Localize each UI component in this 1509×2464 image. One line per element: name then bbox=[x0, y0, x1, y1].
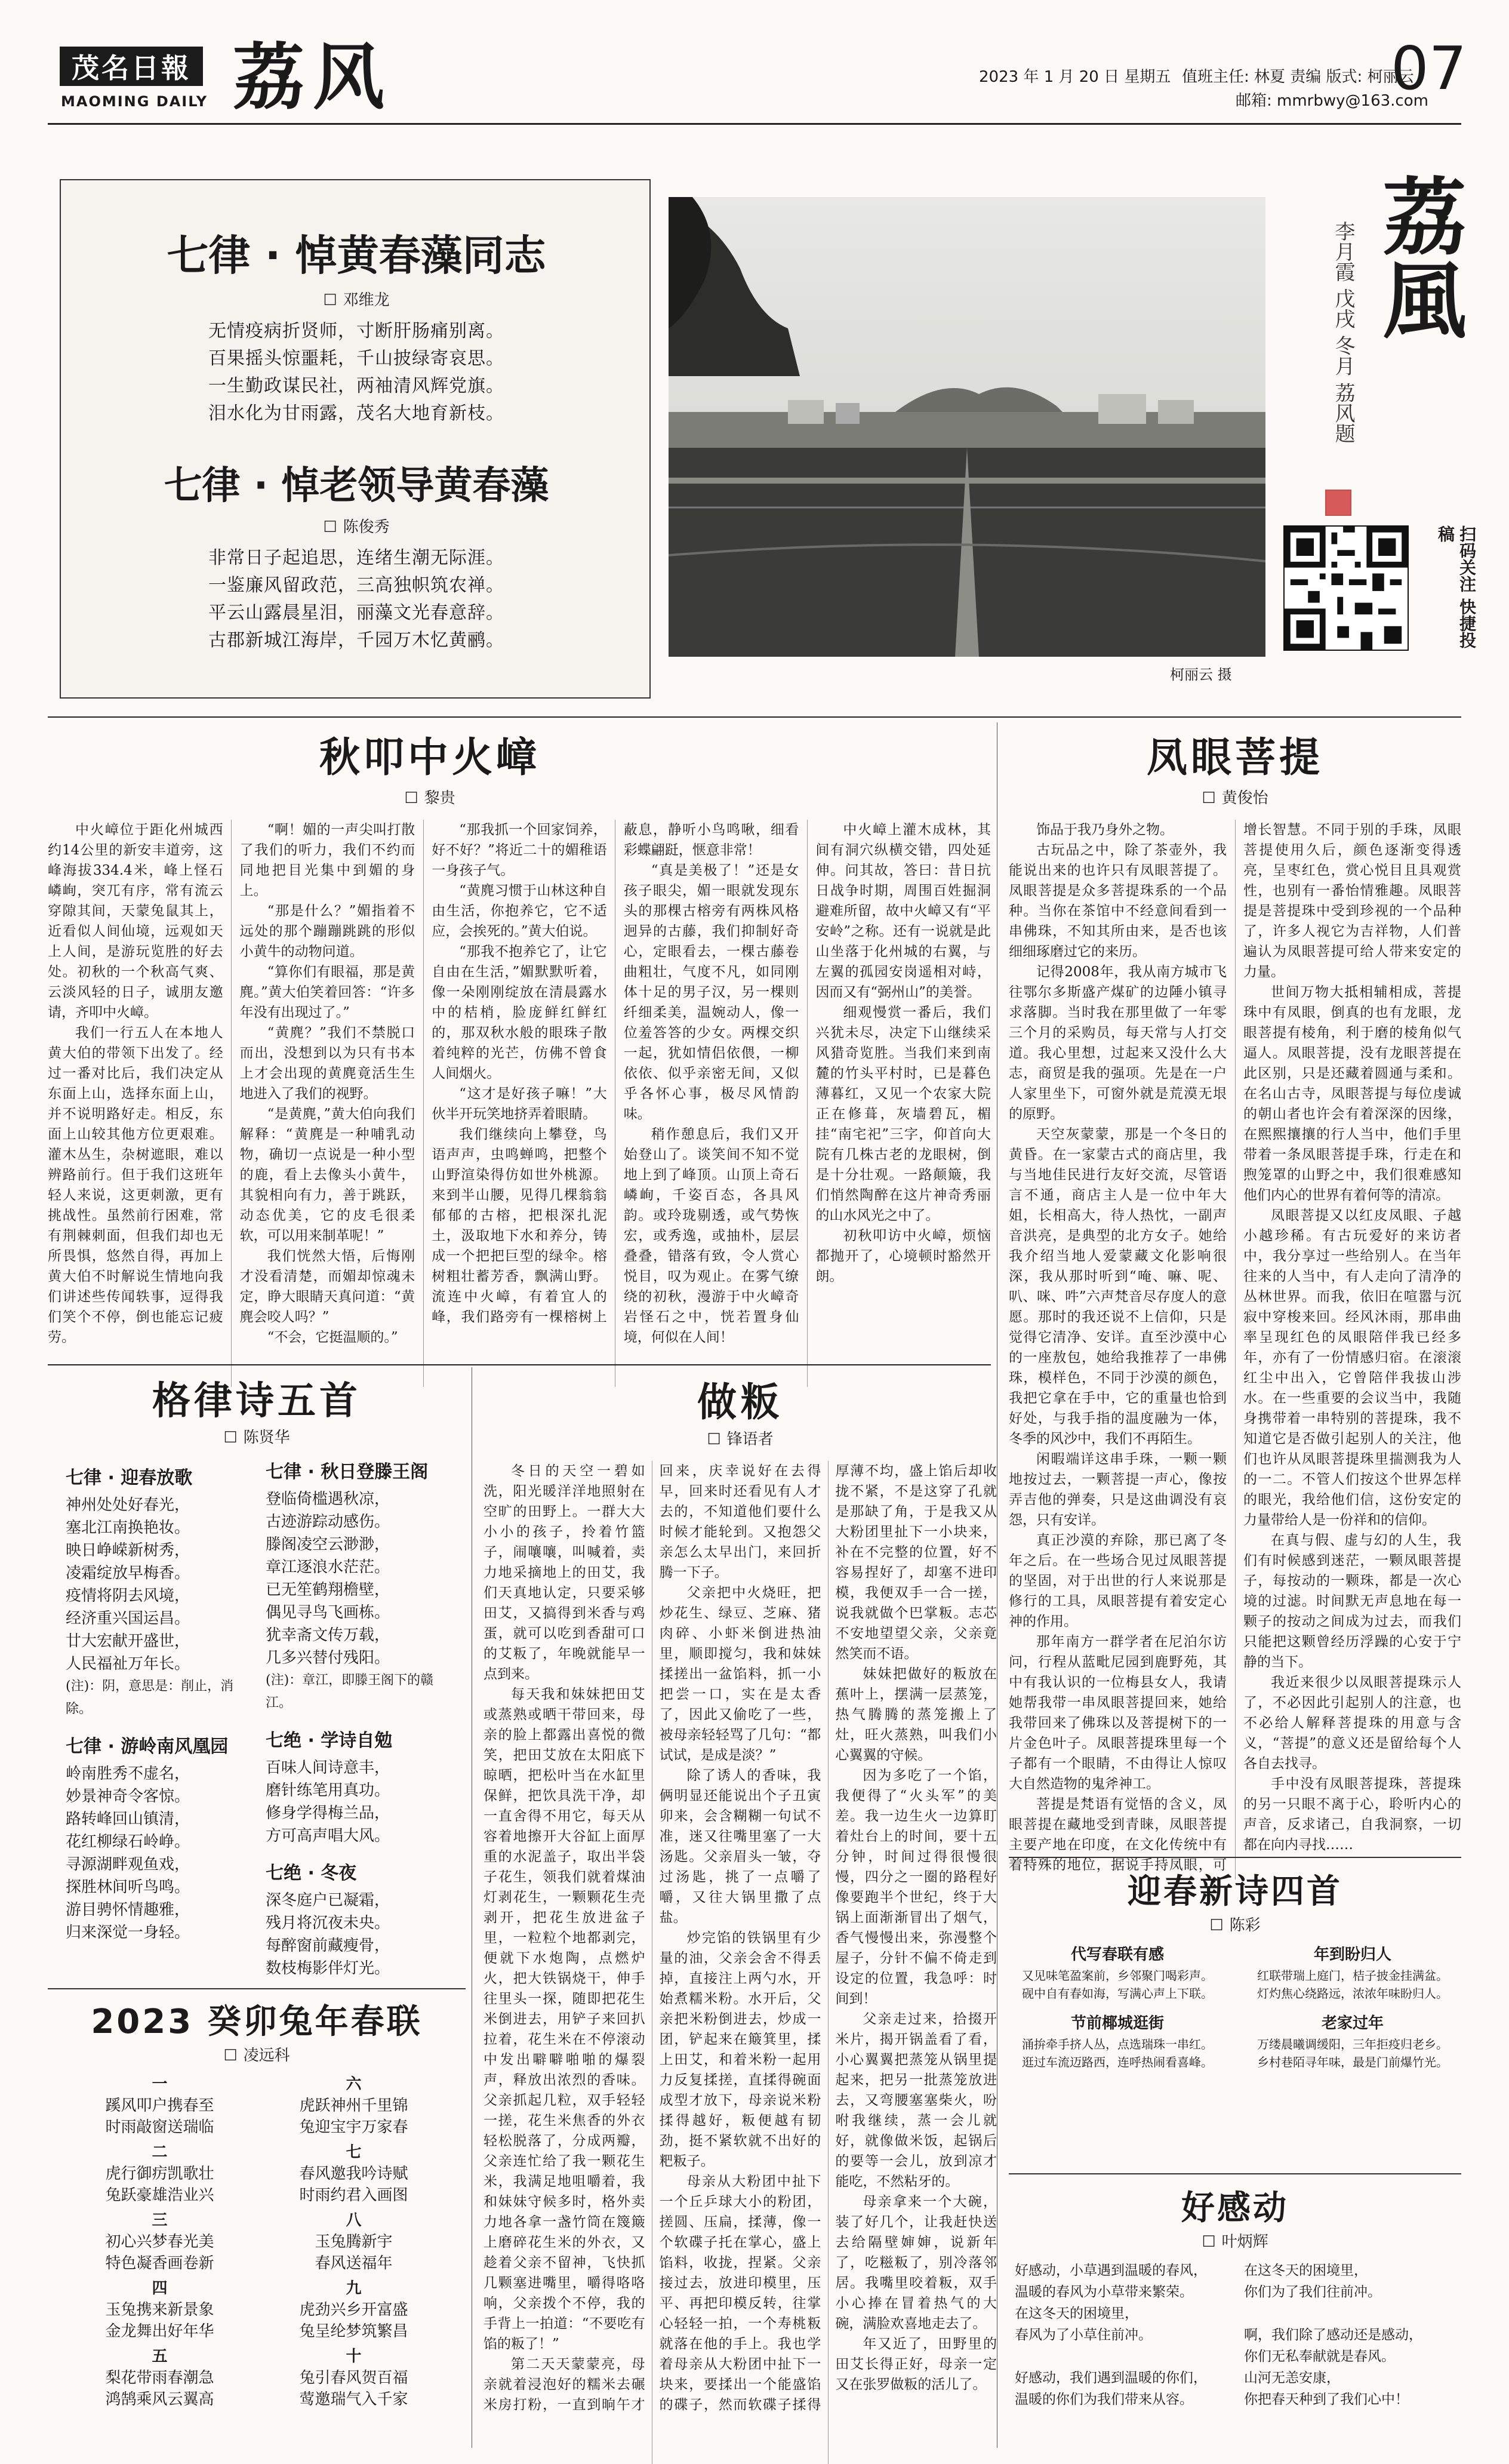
paragraph: 闲暇端详这串手珠，一颗一颗地按过去，一颗菩提一声心，像按弄吉他的弹奏，只是这曲调没有哀怨，只有安详。 bbox=[1009, 1451, 1227, 1528]
poem-line: 修身学得梅兰品， bbox=[266, 1804, 390, 1822]
page-number: 07 bbox=[1391, 33, 1467, 103]
poem-line: 每醉窗前藏瘦骨， bbox=[266, 1937, 390, 1955]
couplet-line: 春风邀我吟诗赋 bbox=[299, 2165, 408, 2183]
calligraphy-inscription: 李月霞 戊戌 冬月 荔风题 bbox=[1331, 221, 1355, 444]
poem-line: 红联带瑞上庭门，桔子披金挂满盆。 bbox=[1257, 1968, 1448, 1983]
poem2-title: 七律 · 悼老领导黄春藻 bbox=[164, 464, 549, 508]
couplet-number: 九 bbox=[346, 2280, 362, 2297]
poem-line: 春风为了小草住前冲。 bbox=[1015, 2327, 1152, 2343]
poem-body bbox=[1009, 2260, 1461, 2410]
article-title: 做粄 bbox=[697, 1379, 783, 1425]
paragraph: 每天我和妹妹把田艾或蒸熟或晒干带回来，母亲的脸上都露出喜悦的微笑，把田艾放在太阳底下晾晒，把松叶当在水缸里保鲜，把饮具洗干净，却一直舍得不用它，每天从容着地擦开大谷缸上面厚重的水泥盖子，取出半袋子花生，领我们就着煤油灯剥花生，一颗颗花生壳剥开，把花生放进盆子里，一粒粒个地都剥完，便就下水炮陶，点燃炉火，把大铁锅烧干，伸手往里头一探，随即把花生米倒进去，用铲子来回扒拉着，花生米在不停滚动中发出噼噼啪啪的爆裂声，释放出浓烈的香味。父亲抓起几粒，双手轻轻一搓，花生米焦香的外衣轻松脱落了，分成两瓣，父亲连忙给了我一颗花生米，我满足地咀嚼着，我和妹妹守候多时，格外卖力地各拿一盏竹筒在篾簸上磨碎花生米的外衣，又趁着父亲不留神，飞快抓几颗塞进嘴里，嚼得咯咯响，父亲拨个不停，我的手背上一拍道：“不要吃有馅的粄了！” bbox=[484, 1687, 645, 2352]
paragraph: 因为多吃了一个馅，我便得了“火头军”的美差。我一边生火一边算盯着灶台上的时间，要十五分钟，时间过得很慢很慢，四分之一圈的路程好像要跑半个世纪，终于大锅上面渐渐冒出了烟气，香气慢慢出来，弥漫整个屋子，分针不偏不倚走到设定的位置，我急呼：时间到！ bbox=[835, 1768, 997, 2007]
couplet-line: 蹊风叩户携春至 bbox=[105, 2097, 214, 2115]
couplet bbox=[72, 2278, 248, 2342]
couplet bbox=[266, 2346, 442, 2410]
poem-line: 数枝梅影伴灯光。 bbox=[266, 1959, 390, 1977]
couplet-line: 兔引春风贺百福 bbox=[299, 2369, 408, 2387]
couplet-number: 六 bbox=[346, 2075, 362, 2093]
article-author: ☐ 黄俊怡 bbox=[1202, 789, 1268, 807]
poem-line bbox=[1015, 2346, 1226, 2367]
poem-line: 你把春天种到了我们心中！ bbox=[1244, 2392, 1409, 2407]
poem-line: 平云山露晨星泪，丽藻文光春意辞。 bbox=[208, 602, 504, 623]
poem-line: (注)：章江，即滕王阁下的赣江。 bbox=[266, 1673, 434, 1711]
poem-line: 疫情将阴去风境， bbox=[66, 1587, 190, 1605]
poem-column bbox=[1244, 2260, 1455, 2410]
poem-line: 归来深觉一身轻。 bbox=[66, 1924, 190, 1942]
poem-title: 节前椰城逛街 bbox=[1070, 2014, 1164, 2032]
couplet bbox=[72, 2210, 248, 2274]
article-body bbox=[484, 1461, 997, 2464]
poem-title: 七律 · 秋日登滕王阁 bbox=[266, 1462, 429, 1482]
poem bbox=[1244, 1942, 1461, 2002]
poem-line: 方可高声唱大风。 bbox=[266, 1827, 390, 1845]
poems-body bbox=[48, 1457, 466, 1982]
poem-title: 年到盼归人 bbox=[1313, 1946, 1391, 1964]
article-title: 2023 癸卯兔年春联 bbox=[91, 2002, 423, 2041]
paragraph: 稍作憩息后，我们又开始登山了。谈笑间不知不觉地上到了峰顶。山顶上奇石嶙峋，千姿百态，各具风韵。或玲珑剔透，或气势恢宏，或秀逸，或抽朴，层层叠叠，错落有致，令人赏心悦目，叹为观止。在雾气缭绕的初秋，漫游于中火嶂奇岩怪石之中，恍若置身仙境，何似在人间！ bbox=[623, 1127, 799, 1345]
paragraph: “黄麂？”我们不禁脱口而出，没想到以为只有书本上才会出现的黄麂竟活生生地进入了我们的视野。 bbox=[239, 1025, 415, 1102]
article-author: ☐ 凌远科 bbox=[223, 2047, 290, 2065]
couplets-body bbox=[48, 2074, 466, 2414]
paragraph: “算你们有眼福，那是黄麂。”黄大伯笑着回答：“许多年没有出现过了。” bbox=[239, 964, 415, 1020]
poem-line: 偶见寻鸟飞画栋。 bbox=[266, 1604, 390, 1622]
poem-line: 经济重兴国运昌。 bbox=[66, 1610, 190, 1628]
poem-line: 好感动，我们遇到温暖的你们， bbox=[1015, 2370, 1207, 2386]
poem-line: (注)：阴，意思是：削止，消除。 bbox=[66, 1679, 234, 1717]
poem-line: 灯灼焦心绕路远，浓浓年味盼归人。 bbox=[1257, 1986, 1448, 2001]
article-author: ☐ 陈彩 bbox=[1209, 1917, 1261, 1934]
couplet-line: 特色凝香画卷新 bbox=[105, 2254, 214, 2272]
couplet bbox=[266, 2278, 442, 2342]
couplet-line: 兔呈纶梦筑繁昌 bbox=[299, 2323, 408, 2340]
poem-line: 登临倚槛遇秋凉， bbox=[266, 1490, 390, 1508]
paragraph: “那我抓一个回家饲养，好不好？”将近二十的媚稚语一身孩子气。 bbox=[432, 822, 607, 878]
couplet-line: 春风送福年 bbox=[315, 2254, 393, 2272]
paragraph: 父亲把中火烧旺，把炒花生、绿豆、芝麻、猪肉碎、小虾米倒进热油里，顺即搅匀，我和妹妹揉搓出一盆馅料，抓一小把尝一口，实在是太香了，因此又偷吃了一些，被母亲轻轻骂了几句：“都试试，是成是淡？” bbox=[659, 1585, 821, 1763]
poem-line: 塞北江南换艳妆。 bbox=[66, 1519, 190, 1537]
couplet-number: 八 bbox=[346, 2211, 362, 2229]
issue-date: 2023 年 1 月 20 日 星期五 bbox=[979, 68, 1171, 86]
couplet bbox=[266, 2210, 442, 2274]
poem-line: 几多兴替付残阳。 bbox=[266, 1649, 390, 1667]
poem bbox=[1244, 2011, 1461, 2071]
paragraph: 除了诱人的香味，我俩明显还能说出个子丑寅卯来，会含糊糊一句试不准，迷又往嘴里塞了一大汤匙。父亲眉头一皱，夺过汤匙，挑了一点嚼了嚼，又往大锅里撒了点盐。 bbox=[659, 1768, 821, 1925]
poem-line: 乡村巷陌寻年味，最是门前爆竹光。 bbox=[1257, 2055, 1448, 2069]
poem-line: 映日峥嵘新树秀， bbox=[66, 1542, 190, 1559]
landscape-photo bbox=[669, 197, 1265, 657]
poem-column bbox=[1015, 2260, 1226, 2410]
poem-line: 温暖的你们为我们带来从容。 bbox=[1015, 2392, 1193, 2407]
poem-line: 一鉴廉风留政范，三高独帜筑农禅。 bbox=[208, 575, 504, 596]
article-zuoban bbox=[484, 1370, 997, 2451]
couplet-line: 虎劲兴乡开富盛 bbox=[299, 2301, 408, 2319]
couplet-line: 莺邀瑞气入千家 bbox=[299, 2391, 408, 2408]
poem-title: 七绝 · 冬夜 bbox=[266, 1863, 357, 1884]
poem bbox=[66, 1731, 248, 1944]
poem-line: 岭南胜秀不虚名， bbox=[66, 1765, 190, 1783]
poem-line: 神州处处好春光， bbox=[66, 1496, 190, 1514]
paragraph: “啊！媚的一声尖叫打散了我们的听力，我们不约而同地把目光集中到媚的身上。 bbox=[239, 822, 415, 899]
couplet-line: 金龙舞出好年华 bbox=[105, 2323, 214, 2340]
couplet-number: 四 bbox=[152, 2280, 168, 2297]
poem-line: 凌霜绽放早梅香。 bbox=[66, 1564, 190, 1582]
paper-name-english: MAOMING DAILY bbox=[61, 93, 208, 110]
paragraph: 世间万物大抵相辅相成，菩提珠中有凤眼，倒真的也有龙眼，龙眼菩提有棱角，利于磨的棱角似气逼人。凤眼菩提，没有龙眼菩提在此区别，只是还藏着圆通与柔和。在名山古寺，凤眼菩提与每位虔诚的朝山者也许会有着深深的因缘，在熙熙攘攘的行人当中，他们手里带着一条凤眼菩提手珠，行走在和煦笼罩的山野之中，我们很难感知他们内心的世界有着何等的清凉。 bbox=[1243, 985, 1461, 1203]
couplet bbox=[72, 2346, 248, 2410]
paragraph: “是黄麂，”黄大伯向我们解释：“黄麂是一种哺乳动物，确切一点说是一种小型的鹿，看上去像头小黄牛，其貌相向有力，善于跳跃，动态优美，它的皮毛很柔软，可以用来制革呢！” bbox=[239, 1106, 415, 1244]
poem-line: 路转峰回山镇清， bbox=[66, 1810, 190, 1828]
red-seal bbox=[1325, 490, 1351, 516]
couplet-line: 虎行御疠凯歌壮 bbox=[105, 2165, 214, 2183]
paragraph: 冬日的天空一碧如洗，阳光暖洋洋地照射在空旷的田野上。一群大大小小的孩子，拎着竹篮子，闹嚷嚷，叫喊着，卖力地采摘地上的田艾，我们天真地认定，只要采够田艾，又搞得到米香与鸡蛋，就可以吃到香甜可口的艾粄了，年晚就能早一点到来。 bbox=[484, 1463, 645, 1682]
poem-line: 花红柳绿石岭峥。 bbox=[66, 1833, 190, 1851]
article-fengyan bbox=[1009, 725, 1461, 1873]
poem-title: 七绝 · 学诗自勉 bbox=[266, 1730, 393, 1751]
paragraph: “这才是好孩子嘛！”大伙半开玩笑地挤弄着眼睛。 bbox=[432, 1086, 607, 1122]
couplet bbox=[266, 2142, 442, 2206]
memorial-poems-box bbox=[60, 179, 651, 699]
paragraph: 妹妹把做好的粄放在蕉叶上，摆满一层蒸笼，热气腾腾的蒸笼搬上了灶，旺火蒸熟，叫我们小心翼翼的守候。 bbox=[835, 1666, 997, 1763]
paragraph: 年又近了，田野里的田艾长得正好，母亲一定又在张罗做粄的活儿了。 bbox=[835, 2336, 997, 2392]
article-haoganong bbox=[1009, 2173, 1461, 2448]
poem-title: 七律 · 游岭南风凰园 bbox=[66, 1736, 229, 1757]
poem-line: 逛过车流迈路西，连呼热闹看喜峰。 bbox=[1022, 2055, 1213, 2069]
poem-line: 啊，我们除了感动还是感动， bbox=[1244, 2327, 1422, 2343]
couplet-line: 玉兔携来新景象 bbox=[105, 2301, 214, 2319]
article-author: ☐ 叶炳辉 bbox=[1202, 2233, 1268, 2251]
couplet-number: 十 bbox=[346, 2348, 362, 2365]
couplet bbox=[266, 2074, 442, 2138]
poem-line: 人民福祉万年长。 bbox=[66, 1655, 190, 1673]
poem2-body bbox=[61, 545, 652, 654]
poem bbox=[1009, 2011, 1226, 2071]
poem-line: 无情疫病折贤师，寸断肝肠痛别离。 bbox=[208, 321, 504, 342]
paragraph: 父亲走过来，拾掇开米片，揭开锅盖看了看，小心翼翼把蒸笼从锅里提起来，把另一批蒸笼放进去，又弯腰塞塞柴火，吩咐我继续，蒸一会儿就好，就像做米饭，起锅后的要等一会儿，放到凉才能吃，不然粘牙的。 bbox=[835, 2011, 997, 2189]
poem1-title: 七律 · 悼黄春藻同志 bbox=[167, 231, 546, 280]
article-body bbox=[48, 820, 991, 1387]
poem-line: 好感动，小草遇到温暖的春风， bbox=[1015, 2263, 1207, 2278]
poem-line: 涌拚牵手挤人丛，点选瑞珠一串红。 bbox=[1022, 2037, 1213, 2051]
couplet-line: 鸿鹄乘风云翼高 bbox=[105, 2391, 214, 2408]
couplet-line: 兔跃豪雄浩业兴 bbox=[105, 2186, 214, 2204]
editors: 值班主任: 林夏 责编 版式: 柯丽云 bbox=[1182, 68, 1414, 86]
paragraph: 那年南方一群学者在尼泊尔访问，行程从蓝毗尼园到鹿野苑，其中有我认识的一位梅县女人，我请她帮我带一串凤眼菩提回来，她给我带回来了佛珠以及菩提树下的一片金色叶子。凤眼菩提珠里每一个子都有一个眼睛，不由得让人惊叹大自然造物的鬼斧神工。 bbox=[1009, 1634, 1227, 1792]
couplet-number: 七 bbox=[346, 2143, 362, 2161]
paragraph: 天空灰蒙蒙，那是一个冬日的黄昏。在一家蒙古式的商店里，我与当地佳民进行友好交流，尽管语言不通，商店主人是一位中年大姐，长相高大，待人热忱，一副声音洪亮，是典型的北方女子。她给我介绍当地人爱蒙藏文化影响很深，我从那时听到“唵、嘛、呢、叭、咪、吽”六声梵音尽存度人的意愿。那时的我还说不上信仰，只是觉得它清净、安详。直至沙漠中心的一座敖包，她给我推荐了一串佛珠，模样色，不同于沙漠的颜色，我把它拿在手中，它的重量也恰到好处，与我手指的温度融为一体，冬季的风沙中，我们不再陌生。 bbox=[1009, 1127, 1227, 1447]
poem-line: 温暖的春风为小草带来繁荣。 bbox=[1015, 2284, 1193, 2300]
poem-line: 探胜林间听鸟鸣。 bbox=[66, 1878, 190, 1896]
paragraph: 记得2008年，我从南方城市飞往鄂尔多斯盛产煤矿的边陲小镇寻求落脚。当时我在那里做了一年零三个月的采购员，每天常与人打交道。我心里想，过起来又没什么大志，商贸是我的强项。先是在一户人家里坐下，可窗外就是荒漠无垠的原野。 bbox=[1009, 964, 1227, 1122]
couplet-line: 时雨约君入画图 bbox=[299, 2186, 408, 2204]
poem-line: 已无笙鹤翔檐壁， bbox=[266, 1581, 390, 1599]
poem-line: 泪水化为甘雨露，茂名大地育新枝。 bbox=[208, 403, 504, 424]
couplet bbox=[72, 2074, 248, 2138]
article-gelvshi bbox=[48, 1370, 466, 1979]
couplet-number: 三 bbox=[152, 2211, 168, 2229]
article-title: 秋叩中火嶂 bbox=[319, 734, 540, 782]
article-title: 迎春新诗四首 bbox=[1128, 1872, 1342, 1911]
article-yingchun bbox=[1009, 1857, 1461, 2167]
masthead bbox=[48, 33, 1467, 119]
paragraph: 初秋叩访中火嶂，烦恼都抛开了，心境顿时豁然开朗。 bbox=[815, 1228, 991, 1284]
poem-title: 七律 · 迎春放歌 bbox=[66, 1468, 193, 1488]
poem bbox=[266, 1457, 448, 1715]
paragraph: 中火嶂位于距化州城西约14公里的新安丰道旁，这峰海拔334.4米，峰上怪石嶙峋，突兀有序，常有流云穿隙其间，天蒙兔鼠其上，近看似人间仙境，远观如天上人间，是游玩览胜的好去处。初秋的一个秋高气爽、云淡风轻的日子，诚朋友邀请，齐叩中火嶂。 bbox=[48, 822, 223, 1020]
paragraph: “黄麂习惯于山林这种自由生活，你抱养它，它不适应，会挨死的。”黄大伯说。 bbox=[432, 883, 607, 939]
article-author: ☐ 锋语者 bbox=[707, 1431, 774, 1448]
poem-title: 代写春联有感 bbox=[1070, 1946, 1164, 1964]
couplet-line: 时雨敲窗送瑞临 bbox=[105, 2118, 214, 2136]
poem-line: 深冬庭户已凝霜， bbox=[266, 1891, 390, 1909]
poem1-author: ☐ 邓维龙 bbox=[323, 291, 390, 309]
photo-credit: 柯丽云 摄 bbox=[1170, 666, 1232, 683]
poem-line: 百味人间诗意丰， bbox=[266, 1759, 390, 1777]
poem-line: 山河无恙安康， bbox=[1244, 2370, 1340, 2386]
couplet bbox=[72, 2142, 248, 2206]
poem-line: 一生勤政谋民社，两袖清风辉党旗。 bbox=[208, 376, 504, 396]
poem-line: 在这冬天的困境里， bbox=[1244, 2263, 1368, 2278]
article-chunlian bbox=[48, 1988, 466, 2448]
poem-line: 砚中自有春如海，写满心声上下联。 bbox=[1022, 1986, 1213, 2001]
poem-line: 章江逐浪水茫茫。 bbox=[266, 1558, 390, 1576]
poem-title: 老家过年 bbox=[1321, 2014, 1384, 2032]
paragraph: 中火嶂上灌木成林，其间有洞穴纵横交错，四处延伸。问其故，答曰：昔日抗日战争时期，周围百姓掘洞避难所留，故中火嶂又有“平安岭”之称。还有一说就是此山坐落于化州城的右翼，与左翼的孤园安岗遥相对峙，因而又有“弼州山”的美誉。 bbox=[815, 822, 991, 1000]
article-title: 格律诗五首 bbox=[152, 1379, 361, 1423]
qr-icon bbox=[1285, 527, 1408, 650]
paragraph: 第二天天蒙蒙亮，母亲就着浸泡好的糯米去碾米房打粉，一直到晌午才回来，庆幸说好在去得早，回来时还看见有人才去的，不知道他们要什么时候才能轮到。又抱怨父亲怎么太早出门，来回折腾一下子。 bbox=[484, 1463, 821, 2413]
poem-line: 万缕晨曦调缓阳，三年拒疫归老乡。 bbox=[1257, 2037, 1448, 2051]
paragraph: 我们继续向上攀登，鸟语声声，虫鸣蝉鸣，把整个山野渲染得仿如世外桃源。来到半山腰，见得几棵翁翁郁郁的古榕，把根深扎泥土，汲取地下水和养分，铸成一个把把巨型的绿伞。榕树粗壮蓄芳香，飘满山野。流连中火嶂，有着宜人的峰，我们路旁有一棵榕树上蔽息，静听小鸟鸣啾，细看彩蝶翩跹，惬意非常！ bbox=[432, 822, 799, 1325]
poem bbox=[1009, 1942, 1226, 2002]
paragraph: 炒完馅的铁锅里有少量的油，父亲会舍不得丢掉，直接注上两勺水，开始煮糯米粉。水开后，父亲把米粉倒进去，炒成一团，铲起来在簸箕里，揉上田艾，和着米粉一起用力反复揉搓，直揉得碗面成型才放下，母亲说米粉揉得越好，粄便越有韧劲，挺不紧软就不出好的粑粄子。 bbox=[659, 1930, 821, 2169]
poem-line: 又见味笔盈案前，乡邻聚门喝彩声。 bbox=[1022, 1968, 1213, 1983]
poem-line: 妙景神奇令客惊。 bbox=[66, 1788, 190, 1805]
article-author: ☐ 黎贵 bbox=[404, 789, 455, 807]
couplet-line: 梨花带雨春潮急 bbox=[105, 2369, 214, 2387]
section-title: 荔风 bbox=[233, 36, 393, 119]
poem-line: 你们无私奉献就是春风。 bbox=[1244, 2349, 1395, 2364]
email: 邮箱: mmrbwy@163.com bbox=[1236, 92, 1428, 110]
poem-line: 寻源湖畔观鱼戏， bbox=[66, 1856, 190, 1874]
couplet-line: 玉兔腾新宇 bbox=[315, 2233, 393, 2251]
couplet-line: 兔迎宝宇万家春 bbox=[299, 2118, 408, 2136]
paragraph: 手中没有凤眼菩提珠，菩提珠的另一只眼不离于心，聆听内心的声音，反求诸己，自我洞察，一切都在向内寻找…… bbox=[1243, 1776, 1461, 1853]
couplet-line: 初心兴梦春光美 bbox=[105, 2233, 214, 2251]
paragraph: 细观慢赏一番后，我们兴犹未尽，决定下山继续采风猎奇览胜。当我们来到南麓的竹头平村时，已是暮色薄暮红，又见一个农家大院正在修葺，灰墙碧瓦，楣挂“南宅祀”三字，仰首向大院有几株古老的龙眼树，倒是十分壮观。一路颠簸，我们悄然陶醉在这片神奇秀丽的山水风光之中了。 bbox=[815, 1005, 991, 1223]
poem-line: 滕阁凌空云渺渺， bbox=[266, 1536, 390, 1554]
couplet-number: 二 bbox=[152, 2143, 168, 2161]
poem bbox=[266, 1858, 448, 1980]
paragraph: 菩提是梵语有觉悟的含义，凤眼菩提在藏地受到青睐，凤眼菩提主要产地在印度，在文化传统中有着特殊的地位，据说手持凤眼，可增长智慧。不同于别的手珠，凤眼菩提使用久后，颜色逐渐变得透亮，呈枣红色，赏心悦目且具观赏性，也别有一番怡情雅趣。凤眼菩提是菩提珠中受到珍视的一个品种了，许多人视它为吉祥物，人们普遍认为凤眼菩提可给人带来安定的力量。 bbox=[1009, 822, 1461, 1873]
paragraph: 我们恍然大悟，后悔刚才没看清楚，而媚却惊魂未定，睁大眼睛天真问道：“黄麂会咬人吗？” bbox=[239, 1248, 415, 1325]
paragraph: 在真与假、虚与幻的人生，我们有时候感到迷茫，一颗凤眼菩提子，每按动的一颗珠，都是一次心境的过滤。时间默无声息地在每一颗子的按动之间成为过去，而我们只能把这颗曾经历浮躁的心安于宁静的当下。 bbox=[1243, 1533, 1461, 1670]
paragraph: 母亲从大粉团中扯下一个丘乒球大小的粉团，搓圆、压扁，揉薄，像一个软碟子托在掌心，盛上馅料，收拢，捏紧。父亲接过去，放进印模里，压平、再把印模反转，往掌心轻轻一拍，一个寿桃粄就落在他的手上。我也学着母亲从大粉团中扯下一块来，要揉出一个能盛馅的碟子，然而软碟子揉得厚薄不均，盛上馅后却收拢不紧，不是这穿了孔就是那缺了角，于是我又从大粉团里扯下一小块来，补在不完整的位置，好不容易捏好了，却塞不进印模，我便双手一合一搓，说我就做个巴掌粄。志芯不安地望望父亲，父亲竟然笑而不语。 bbox=[659, 1463, 997, 2413]
article-body bbox=[1009, 820, 1461, 1879]
calligraphy-title: 荔風 bbox=[1369, 173, 1467, 340]
couplet-number: 五 bbox=[152, 2348, 168, 2365]
poem-line: 残月将沉夜未央。 bbox=[266, 1914, 390, 1932]
article-qiukou bbox=[48, 725, 991, 1361]
poem1-body bbox=[61, 318, 652, 427]
couplet-line: 虎跃神州千里锦 bbox=[299, 2097, 408, 2115]
paragraph: 我们一行五人在本地人黄大伯的带领下出发了。经过一番对比后，我们决定从东面上山，选择东面上山，并不说明路好走。相反，东面上山较其他方位更艰难。灌木丛生，杂树遮眼，难以辨路前行。但于我们这班年轻人来说，这更刺激，更有挑战性。虽然前行困难，常有荆棘刺面，但我们却也无所畏惧，悠然自得，再加上黄大伯不时解说生情地向我们讲述些传闻轶事，逗得我们笑个不停，倒也能忘记疲劳。 bbox=[48, 1025, 223, 1345]
paragraph: “那我不抱养它了，让它自由在生活，”媚默默听着，像一朵刚刚绽放在清晨露水中的桔梢，脸庞鲜红鲜红的，那双秋水般的眼珠子散着纯粹的光芒，仿佛不曾食人间烟火。 bbox=[432, 944, 607, 1081]
paragraph: 凤眼菩提又以红皮凤眼、子越小越珍稀。有古玩爱好的来访者中，我分享过一些给别人。在当年往来的人当中，有人走向了清净的丛林世界。而我，依旧在喧嚣与沉寂中穿梭来回。经风沐雨，那串曲率呈现红色的凤眼陪伴我已经多年，亦有了一份情感归宿。在滚滚红尘中出入，它曾陪伴我拔山涉水。在一些重要的会议当中，我随身携带着一串特别的菩提珠，我不知道它是否做引起别人的关注，他们也许从凤眼菩提珠里揣测我为人的一二。不管人们按这个世界怎样的眼光，我给他们信，这份安定的力量带给人是一份祥和的信仰。 bbox=[1243, 1208, 1461, 1528]
article-title: 凤眼菩提 bbox=[1146, 734, 1323, 782]
paragraph: 古玩品之中，除了茶壶外，我能说出来的也许只有凤眼菩提了。凤眼菩提是众多菩提珠系的一个品种。当你在茶馆中不经意间看到一串佛珠，不知其所由来，是否也该细细琢磨过它的来历。 bbox=[1009, 842, 1227, 959]
paragraph: “不会，它挺温顺的。” bbox=[267, 1330, 398, 1345]
paragraph: 饰品于我乃身外之物。 bbox=[1036, 822, 1174, 838]
poem-line: 古郡新城江海岸，千园万木忆黄鹂。 bbox=[208, 630, 504, 651]
poem-line: 古迹游踪动感伤。 bbox=[266, 1513, 390, 1531]
poem-line: 游目骋怀情趣雅， bbox=[66, 1901, 190, 1919]
poem-line: 廿大宏献开盛世， bbox=[66, 1632, 190, 1650]
poem-line: 非常日子起追思，连绪生潮无际涯。 bbox=[208, 547, 504, 568]
poems-body bbox=[1009, 1942, 1461, 2080]
qr-label: 扫码关注 快捷投稿 bbox=[1436, 525, 1477, 648]
poem-line: 你们为了我们往前冲。 bbox=[1244, 2284, 1381, 2300]
paper-logo: 茂名日報 bbox=[60, 47, 203, 86]
paragraph: 真正沙漠的弃除，那已离了冬年之后。在一些场合见过凤眼菩提的坚固，对于出世的行人来说那是修行的工具，凤眼菩提有着安定心神的作用。 bbox=[1009, 1533, 1227, 1629]
poem-line: 在这冬天的困境里， bbox=[1015, 2306, 1138, 2321]
poem-line: 犹幸斋文传万载， bbox=[266, 1626, 390, 1644]
poem-line bbox=[1244, 2303, 1455, 2324]
article-author: ☐ 陈贤华 bbox=[223, 1429, 290, 1447]
paragraph: 我近来很少以凤眼菩提珠示人了，不必因此引起别人的注意，也不必给人解释菩提珠的用意与含义，“菩提”的意义还是留给每个人各自去找寻。 bbox=[1243, 1675, 1461, 1771]
couplet-number: 一 bbox=[152, 2075, 168, 2093]
paragraph: 母亲拿来一个大碗，装了好几个，让我赶快送去给隔壁婶婶，说新年了，吃糍粄了，别冷落邻居。我嘴里咬着粄，双手小心捧在冒着热气的大碗，满脸欢喜地走去了。 bbox=[835, 2194, 997, 2331]
paragraph: “真是美极了！”还是女孩子眼尖，媚一眼就发现东头的那棵古榕旁有两株风格迥异的古藤，我们抑制好奇心，定眼看去，一棵古藤卷曲粗壮，气度不凡，如同刚体十足的男子汉，另一棵则纤细柔美，温婉动人，像一位羞答答的少女。两棵交织一起，犹如情侣依偎，一柳依依、似乎亲密无间，又似乎各怀心事，极尽风情韵味。 bbox=[623, 863, 799, 1122]
article-title: 好感动 bbox=[1181, 2189, 1289, 2228]
poem bbox=[266, 1725, 448, 1847]
poem bbox=[66, 1463, 248, 1721]
poem2-author: ☐ 陈俊秀 bbox=[323, 518, 390, 536]
qr-code[interactable] bbox=[1283, 525, 1409, 651]
photo-illustration bbox=[669, 197, 1265, 657]
paragraph: “那是什么？”媚指着不远处的那个蹦蹦跳跳的形似小黄牛的动物问道。 bbox=[239, 903, 415, 959]
poem-line: 磨针练笔用真功。 bbox=[266, 1782, 390, 1799]
poem-line: 百果摇头惊噩耗，千山披绿寄哀思。 bbox=[208, 348, 504, 369]
